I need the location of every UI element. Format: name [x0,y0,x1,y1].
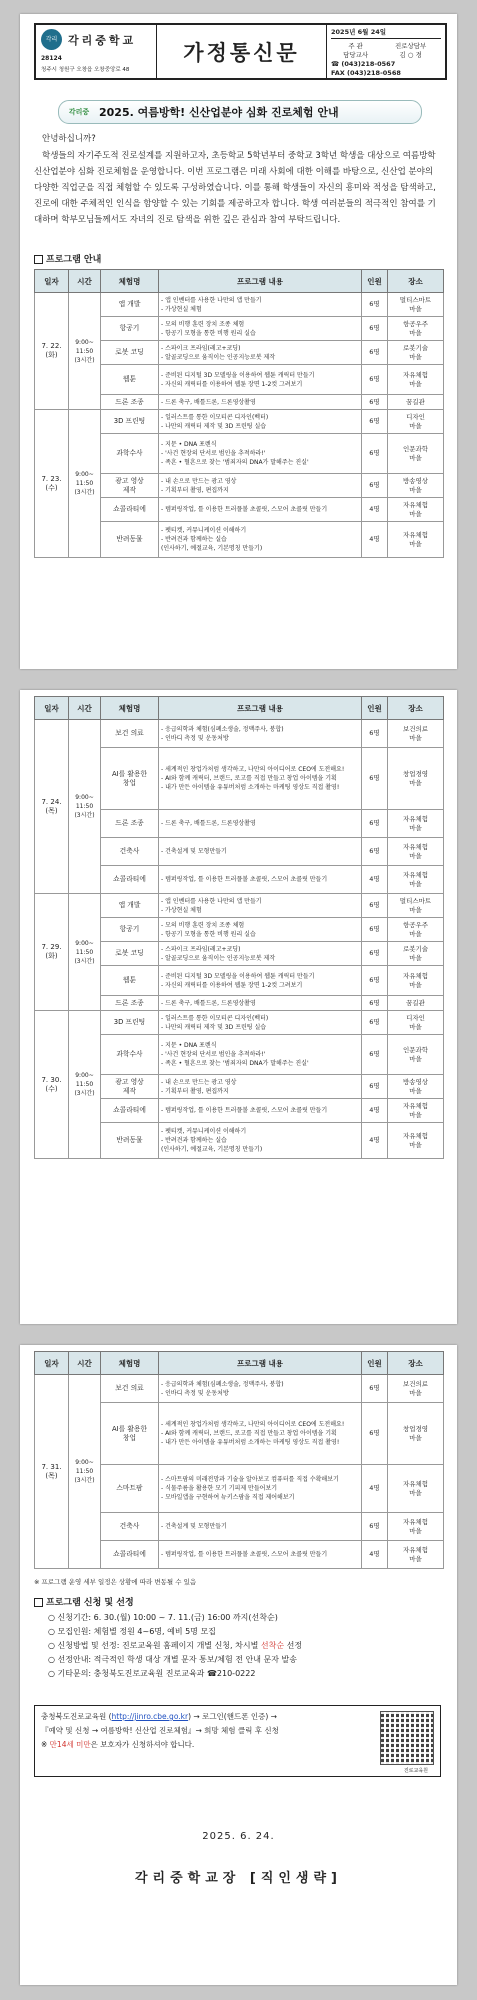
row-place: 방송영상 마을 [388,1075,444,1099]
row-program-name: 보건 의료 [101,1375,159,1403]
banner-logo-icon: 각리중 [68,108,90,116]
apply-notice: ○ 선정안내: 적극적인 학생 대상 개별 문자 통보/체험 전 안내 문자 발송 [48,1655,297,1664]
row-program-name: AI를 활용한 창업 [101,748,159,810]
row-program-name: 앱 개발 [101,894,159,918]
table-row [35,720,444,748]
row-capacity: 6명 [362,365,388,395]
row-content: - 모의 비행 훈련 장치 조종 체험 - 항공기 모형을 통한 비행 원리 실습 [159,317,362,341]
row-program-name: 로봇 코딩 [101,341,159,365]
row-program-name: 드론 조종 [101,810,159,838]
row-capacity: 6명 [362,918,388,942]
row-content: - 건축설계 및 모형만들기 [159,1513,362,1541]
row-capacity: 6명 [362,1075,388,1099]
header-time: 시간 [69,697,101,720]
signup-info-box [34,1705,441,1777]
header-date: 일자 [35,1352,69,1375]
header-place: 장소 [388,697,444,720]
row-place: 자유체험 마을 [388,1123,444,1159]
postal-code: 28124 [41,55,62,62]
square-bullet-icon [34,1598,43,1607]
row-time: 9:00~ 11:50 (3시간) [69,1375,101,1569]
role-value: 김 ○ 경 [399,51,422,59]
row-program-name: 항공기 [101,317,159,341]
title-banner [58,100,422,124]
header-date: 일자 [35,697,69,720]
greeting: 안녕하십니까? [42,134,96,144]
row-capacity: 6명 [362,810,388,838]
row-program-name: 앱 개발 [101,293,159,317]
row-content: - 템퍼링작업, 틀 이용한 트러플볼 초콜릿, 스모어 초콜릿 만들기 [159,498,362,522]
program-table-3 [34,1351,444,1569]
qr-code-icon[interactable] [380,1711,434,1765]
row-content: - 모의 비행 훈련 장치 조종 체험 - 항공기 모형을 통한 비행 원리 실습 [159,918,362,942]
intro-paragraph: 학생들의 자기주도적 진로설계를 지원하고자, 초등학교 5학년부터 중학교 3학년 학생을 대상으로 여름방학 신산업분야 심화 진로체험을 운영합니다. 이번 프로그램은 미래 사회에 대한 이해를 바탕으로, 신산업 분야의 다양한 직업군을 직접 체험할 수 있도록 구성하였습니다. 이를 통해 학생들이 자신의 흥미와 적성을 탐색하고, 진로에 대한 주체적인 인식을 함양할 수 있는 기회를 제공하고자 합니다. 학생 여러분들의 적극적인 참여를 기대하며 학부모님들께서도 자녀의 진로 탐색을 위한 깊은 관심과 참여 부탁드립니다. [34,151,436,225]
row-capacity: 6명 [362,317,388,341]
row-program-name: 과학수사 [101,434,159,474]
table-note: ※ 프로그램 운영 세부 일정은 상황에 따라 변동될 수 있음 [34,1578,197,1586]
row-place: 인문과학 마을 [388,1035,444,1075]
signup-step-1 [41,1710,434,1724]
row-capacity: 4명 [362,1541,388,1569]
apply-list [34,1611,443,1681]
signup-text: 충청북도진로교육원 ( [41,1712,112,1721]
row-program-name: 보건 의료 [101,720,159,748]
row-date: 7. 23. (수) [35,410,69,558]
row-program-name: 광고 영상 제작 [101,474,159,498]
header-program: 체험명 [101,1352,159,1375]
row-time: 9:00~ 11:50 (3시간) [69,720,101,894]
table-header-row [35,697,444,720]
row-place: 자유체험 마을 [388,810,444,838]
row-content: - 지문 • DNA 포렌식 - '사건 현장의 단서로 범인을 추적하라!' - 족흔 • 혈흔으로 찾는 '범죄자의 DNA가 말해주는 진실' [159,1035,362,1075]
row-capacity: 4명 [362,522,388,558]
row-time: 9:00~ 11:50 (3시간) [69,894,101,1011]
row-date: 7. 30. (수) [35,1011,69,1159]
row-place: 항공우주 마을 [388,317,444,341]
section-title: 프로그램 안내 [46,255,102,265]
apply-method-text: ○ 신청방법 및 선정: 진로교육원 홈페이지 개별 신청, 차시별 [48,1641,261,1650]
row-capacity: 6명 [362,395,388,410]
row-place: 방송영상 마을 [388,474,444,498]
role-label: 담당교사 [343,51,369,59]
row-capacity: 6명 [362,1375,388,1403]
row-program-name: 쇼콜라티에 [101,1541,159,1569]
row-place: 자유체험 마을 [388,365,444,395]
row-content: - 앱 인벤터를 사용한 나만의 앱 만들기 - 가상현실 체험 [159,894,362,918]
row-program-name: 건축사 [101,1513,159,1541]
header-capacity: 인원 [362,270,388,293]
row-content: - 준비된 디지털 3D 모델링을 이용하여 웹툰 캐릭터 만들기 - 자신의 캐릭터를 이용하여 웹툰 장면 1-2컷 그려보기 [159,966,362,996]
phone: ☎ (043)218-0567 [331,60,396,68]
apply-method [34,1639,443,1653]
header-content: 프로그램 내용 [159,697,362,720]
row-capacity: 6명 [362,996,388,1011]
role-label: 주 관 [348,42,363,50]
intro [34,131,443,228]
header-place: 장소 [388,1352,444,1375]
row-capacity: 6명 [362,966,388,996]
table-row [35,410,444,434]
row-place: 멀티스마트 마을 [388,894,444,918]
row-date: 7. 24. (목) [35,720,69,894]
row-capacity: 6명 [362,1513,388,1541]
row-capacity: 6명 [362,1011,388,1035]
header-place: 장소 [388,270,444,293]
row-capacity: 6명 [362,720,388,748]
table-row [35,1375,444,1403]
banner-title: 2025. 여름방학! 신산업분야 심화 진로체험 안내 [99,106,339,119]
row-capacity: 4명 [362,1465,388,1513]
school-address: 청주시 청원구 오창읍 오창중앙로 48 [41,67,130,73]
header-capacity: 인원 [362,1352,388,1375]
newsletter-title: 가정통신문 [157,25,327,78]
table-row [35,293,444,317]
row-time: 9:00~ 11:50 (3시간) [69,1011,101,1159]
first-come-highlight: 선착순 [260,1641,285,1650]
row-capacity: 6명 [362,1403,388,1465]
row-content: - 스마트팜의 미래전망과 기술을 알아보고 컴퓨터를 직접 수확해보기 - 식물주름을 활용한 모기 기피제 만들어보기 - 모바일앱을 구현하여 뉴키스팜을 직접 제어해보기 [159,1465,362,1513]
row-place: 디자인 마을 [388,1011,444,1035]
row-place: 보건의료 마을 [388,720,444,748]
row-content: - 스파이크 프라임(레고+코딩) - 알골코딩으로 움직이는 인공지능로봇 제작 [159,942,362,966]
page-3 [20,1345,457,1985]
row-program-name: 웹툰 [101,365,159,395]
square-bullet-icon [34,255,43,264]
row-place: 항공우주 마을 [388,918,444,942]
row-date: 7. 29. (화) [35,894,69,1011]
row-content: - 응급의학과 체험(심폐소생술, 정맥주사, 붕합) - 인바디 측정 및 운동처방 [159,720,362,748]
row-program-name: 건축사 [101,838,159,866]
section-heading-apply [34,1595,134,1608]
row-capacity: 6명 [362,1035,388,1075]
row-content: - 템퍼링작업, 틀 이용한 트러플볼 초콜릿, 스모어 초콜릿 만들기 [159,1099,362,1123]
row-place: 꿈길관 [388,395,444,410]
row-capacity: 6명 [362,410,388,434]
row-content: - 응급의학과 체험(심폐소생술, 정맥주사, 붕합) - 인바디 측정 및 운동처방 [159,1375,362,1403]
row-place: 로봇기술 마을 [388,942,444,966]
row-place: 로봇기술 마을 [388,341,444,365]
row-content: - 스파이크 프라임(레고+코딩) - 알골코딩으로 움직이는 인공지능로봇 제작 [159,341,362,365]
row-program-name: 드론 조종 [101,996,159,1011]
row-content: - 드론 축구, 배틀드론, 드론영상촬영 [159,810,362,838]
row-content: - 내 손으로 만드는 광고 영상 - 기획부터 촬영, 편집까지 [159,1075,362,1099]
row-date: 7. 31. (목) [35,1375,69,1569]
row-place: 디자인 마을 [388,410,444,434]
row-program-name: 반려동물 [101,522,159,558]
fax: FAX (043)218-0568 [331,69,401,77]
row-place: 창업경영 마을 [388,748,444,810]
row-program-name: 반려동물 [101,1123,159,1159]
row-program-name: 로봇 코딩 [101,942,159,966]
row-program-name: 항공기 [101,918,159,942]
note-text: 은 보호자가 신청하셔야 합니다. [90,1740,195,1749]
row-capacity: 4명 [362,498,388,522]
table-header-row [35,1352,444,1375]
row-capacity: 6명 [362,341,388,365]
row-program-name: 쇼콜라티에 [101,866,159,894]
signup-note [41,1738,434,1752]
row-place: 자유체험 마을 [388,838,444,866]
row-content: - 건축설계 및 모형만들기 [159,838,362,866]
header-time: 시간 [69,1352,101,1375]
row-place: 보건의료 마을 [388,1375,444,1403]
row-program-name: 쇼콜라티에 [101,498,159,522]
row-capacity: 4명 [362,1099,388,1123]
row-content: - 템퍼링작업, 틀 이용한 트러플볼 초콜릿, 스모어 초콜릿 만들기 [159,866,362,894]
row-place: 꿈길관 [388,996,444,1011]
table-header-row [35,270,444,293]
signup-text: ) → 로그인(핸드폰 인증) → [188,1712,277,1721]
row-capacity: 6명 [362,434,388,474]
row-content: - 펫티켓, 커뮤니케이션 이해하기 - 반려견과 함께하는 실습 (인사하기, 예절교육, 기본명칭 만들기) [159,1123,362,1159]
row-capacity: 6명 [362,894,388,918]
staff-table [331,41,441,59]
row-date: 7. 22. (화) [35,293,69,410]
row-content: - 세계적인 창업가처럼 생각하고, 나만의 아이디어로 CEO에 도전해요! - AI와 함께 캐릭터, 브랜드, 로고를 직접 만들고 창업 아이템을 기획 - 내가 만든 아이템을 유튜버처럼 소개하는 마케팅 영상도 직접 촬영! [159,748,362,810]
apply-capacity: ○ 모집인원: 체험별 정원 4~6명, 예비 5명 모집 [48,1627,216,1636]
signup-step-2: 『예약 및 신청 → 여름방학! 신산업 진로체험』→ 희망 체험 클릭 후 신청 [41,1726,279,1735]
apply-period: ○ 신청기간: 6. 30.(월) 10:00 ~ 7. 11.(금) 16:00 까지(선착순) [48,1613,278,1622]
row-content: - 템퍼링작업, 틀 이용한 트러플볼 초콜릿, 스모어 초콜릿 만들기 [159,1541,362,1569]
row-program-name: 3D 프린팅 [101,410,159,434]
row-capacity: 6명 [362,748,388,810]
row-capacity: 6명 [362,474,388,498]
table-row [35,894,444,918]
section-title: 프로그램 신청 및 선정 [46,1598,134,1608]
school-block [36,25,157,78]
row-program-name: AI를 활용한 창업 [101,1403,159,1465]
row-content: - 일러스트를 통한 이모티콘 디자인(벡터) - 나만의 캐릭터 제작 및 3D 프린팅 실습 [159,410,362,434]
page-1 [20,14,457,669]
contact-block [327,25,445,78]
header-program: 체험명 [101,697,159,720]
row-content: - 앱 인벤터를 사용한 나만의 앱 만들기 - 가상현실 체험 [159,293,362,317]
row-capacity: 4명 [362,1123,388,1159]
note-mark: ※ [41,1740,50,1749]
header-content: 프로그램 내용 [159,1352,362,1375]
header-capacity: 인원 [362,697,388,720]
row-time: 9:00~ 11:50 (3시간) [69,293,101,410]
row-capacity: 6명 [362,942,388,966]
row-place: 자유체험 마을 [388,966,444,996]
masthead [34,23,447,80]
row-content: - 준비된 디지털 3D 모델링을 이용하여 웹툰 캐릭터 만들기 - 자신의 캐릭터를 이용하여 웹툰 장면 1-2컷 그려보기 [159,365,362,395]
row-program-name: 웹툰 [101,966,159,996]
header-content: 프로그램 내용 [159,270,362,293]
page-2 [20,690,457,1324]
row-capacity: 4명 [362,866,388,894]
apply-method-tail: 선정 [284,1641,303,1650]
table-row [35,1011,444,1035]
row-place: 인문과학 마을 [388,434,444,474]
section-heading-program [34,252,101,265]
row-content: - 펫티켓, 커뮤니케이션 이해하기 - 반려견과 함께하는 실습 (인사하기, 예절교육, 기본명칭 만들기) [159,522,362,558]
row-program-name: 스마트팜 [101,1465,159,1513]
header-program: 체험명 [101,270,159,293]
row-content: - 내 손으로 만드는 광고 영상 - 기획부터 촬영, 편집까지 [159,474,362,498]
age-highlight: 만14세 미만 [49,1740,91,1749]
row-place: 자유체험 마을 [388,1541,444,1569]
row-content: - 드론 축구, 배틀드론, 드론영상촬영 [159,996,362,1011]
principal-signature: 각리중학교장 [직인생략] [135,1871,342,1886]
row-place: 자유체험 마을 [388,866,444,894]
issue-date: 2025년 6월 24일 [331,27,441,39]
school-logo-icon: 각리 [41,29,62,50]
apply-contact: ○ 기타문의: 충청북도진로교육원 진로교육과 ☎210-0222 [48,1669,256,1678]
row-program-name: 쇼콜라티에 [101,1099,159,1123]
row-program-name: 3D 프린팅 [101,1011,159,1035]
row-time: 9:00~ 11:50 (3시간) [69,410,101,558]
row-capacity: 6명 [362,293,388,317]
row-place: 창업경영 마을 [388,1403,444,1465]
row-content: - 드론 축구, 배틀드론, 드론영상촬영 [159,395,362,410]
row-content: - 세계적인 창업가처럼 생각하고, 나만의 아이디어로 CEO에 도전해요! - AI와 함께 캐릭터, 브랜드, 로고를 직접 만들고 창업 아이템을 기획 - 내가 만든 아이템을 유튜버처럼 소개하는 마케팅 영상도 직접 촬영! [159,1403,362,1465]
footer-date: 2025. 6. 24. [202,1831,275,1842]
header-time: 시간 [69,270,101,293]
row-place: 자유체험 마을 [388,498,444,522]
header-date: 일자 [35,270,69,293]
row-place: 멀티스마트 마을 [388,293,444,317]
row-place: 자유체험 마을 [388,1513,444,1541]
qr-caption: 진로교육원 [403,1768,428,1774]
row-program-name: 광고 영상 제작 [101,1075,159,1099]
row-place: 자유체험 마을 [388,522,444,558]
row-place: 자유체험 마을 [388,1099,444,1123]
row-content: - 지문 • DNA 포렌식 - '사건 현장의 단서로 범인을 추적하라!' - 족흔 • 혈흔으로 찾는 '범죄자의 DNA가 말해주는 진실' [159,434,362,474]
row-program-name: 과학수사 [101,1035,159,1075]
program-table-1 [34,269,444,558]
row-content: - 일러스트를 통한 이모티콘 디자인(벡터) - 나만의 캐릭터 제작 및 3D 프린팅 실습 [159,1011,362,1035]
row-program-name: 드론 조종 [101,395,159,410]
role-value: 진로상담부 [394,42,427,50]
jinro-link[interactable]: http://jinro.cbe.go.kr [111,1712,189,1721]
row-place: 자유체험 마을 [388,1465,444,1513]
row-capacity: 6명 [362,838,388,866]
program-table-2 [34,696,444,1159]
school-name: 각리중학교 [68,34,137,47]
